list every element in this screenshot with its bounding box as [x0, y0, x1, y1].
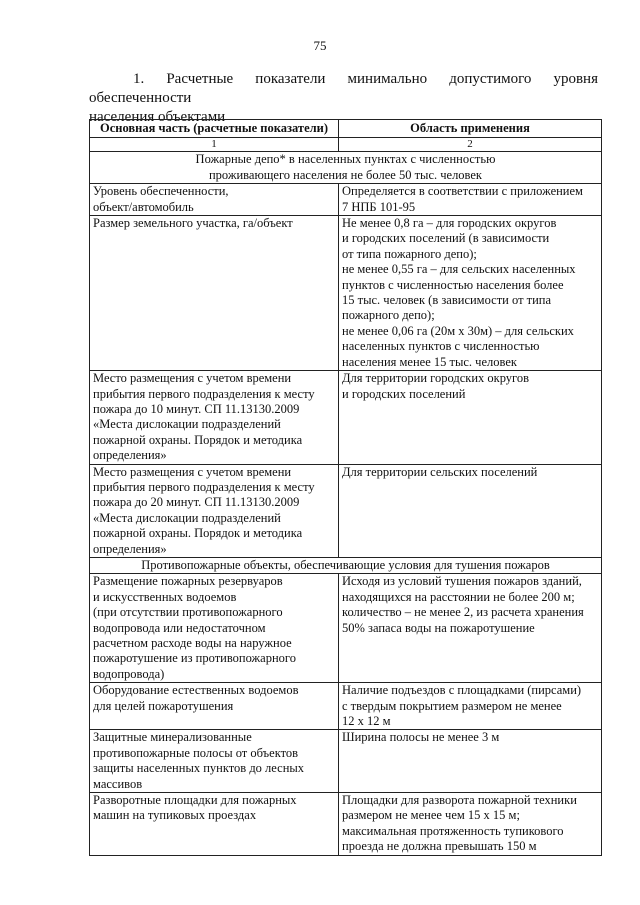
- cell-line: максимальная протяженность тупикового: [342, 823, 564, 838]
- cell-line: от типа пожарного депо);: [342, 246, 477, 261]
- cell-line: (при отсутствии противопожарного: [93, 605, 283, 620]
- cell-line: для целей пожаротушения: [93, 698, 234, 713]
- cell-line: прибытия первого подразделения к месту: [93, 386, 315, 401]
- cell-line: и городских поселений (в зависимости: [342, 231, 550, 246]
- cell-line: прибытия первого подразделения к месту: [93, 479, 315, 494]
- cell-line: с твердым покрытием размером не менее: [342, 698, 562, 713]
- cell-line: Для территории городских округов: [342, 371, 530, 386]
- scope-cell: [339, 574, 602, 683]
- cell-line: объект/автомобиль: [93, 199, 194, 214]
- section-title-line: проживающего населения не более 50 тыс. человек: [208, 167, 483, 182]
- cell-line: 7 НПБ 101-95: [342, 199, 416, 214]
- indicator-cell: [90, 371, 339, 464]
- cell-line: пожарной охраны. Порядок и методика: [93, 526, 303, 541]
- cell-line: проезда не должна превышать 150 м: [342, 839, 537, 854]
- section-title-line: Пожарные депо* в населенных пунктах с численностью: [195, 152, 496, 167]
- cell-line: и городских поселений: [342, 386, 466, 401]
- column-number: 2: [339, 138, 602, 152]
- cell-line: 50% запаса воды на пожаротушение: [342, 620, 535, 635]
- cell-line: Размер земельного участка, га/объект: [93, 216, 293, 231]
- indicator-cell: [90, 730, 339, 793]
- cell-line: пожарного депо);: [342, 308, 435, 323]
- cell-line: 12 х 12 м: [342, 714, 391, 729]
- cell-line: противопожарные полосы от объектов: [93, 745, 299, 760]
- table-row: [90, 683, 602, 730]
- cell-line: Для территории сельских поселений: [342, 464, 538, 479]
- indicator-cell: [90, 574, 339, 683]
- cell-line: не менее 0,06 га (20м х 30м) – для сельских: [342, 323, 574, 338]
- cell-line: Размещение пожарных резервуаров: [93, 574, 283, 589]
- cell-line: расчетном расходе воды на наружное: [93, 636, 292, 650]
- cell-line: населенных пунктов с численностью: [342, 339, 540, 354]
- heading-line: населения объектами: [89, 109, 226, 125]
- cell-line: водопровода): [93, 666, 165, 681]
- cell-line: Ширина полосы не менее 3 м: [342, 730, 500, 745]
- cell-line: пунктов с численностью населения более: [342, 277, 564, 292]
- section-title-row: [90, 152, 602, 184]
- cell-line: массивов: [93, 776, 143, 791]
- scope-cell: [339, 184, 602, 216]
- cell-line: Разворотные площадки для пожарных: [93, 793, 297, 808]
- table-header-row: [90, 120, 602, 138]
- cell-line: Защитные минерализованные: [93, 730, 252, 745]
- indicator-cell: [90, 464, 339, 557]
- cell-line: пожара до 20 минут. СП 11.13130.2009: [93, 495, 300, 510]
- cell-line: размером не менее чем 15 х 15 м;: [342, 808, 520, 823]
- scope-cell: [339, 683, 602, 730]
- cell-line: Место размещения с учетом времени: [93, 464, 292, 479]
- cell-line: защиты населенных пунктов до лесных: [93, 761, 305, 776]
- cell-line: Определяется в соответствии с приложением: [342, 184, 583, 199]
- scope-cell: [339, 216, 602, 371]
- cell-line: находящихся на расстоянии не более 200 м;: [342, 589, 575, 604]
- cell-line: Площадки для разворота пожарной техники: [342, 793, 577, 808]
- cell-line: и искусственных водоемов: [93, 589, 237, 604]
- section-title-line: Противопожарные объекты, обеспечивающие условия для тушения пожаров: [141, 557, 550, 572]
- cell-line: Уровень обеспеченности,: [93, 184, 229, 199]
- indicator-cell: [90, 683, 339, 730]
- table-row: [90, 371, 602, 464]
- cell-line: «Места дислокации подразделений: [93, 510, 281, 525]
- column-header-main: Основная часть (расчетные показатели): [90, 120, 339, 138]
- cell-line: количество – не менее 2, из расчета хранения: [342, 605, 584, 620]
- cell-line: Место размещения с учетом времени: [93, 371, 292, 386]
- cell-line: определения»: [93, 448, 167, 463]
- scope-cell: [339, 793, 602, 856]
- table-row: [90, 216, 602, 371]
- cell-line: 15 тыс. человек (в зависимости от типа: [342, 293, 552, 308]
- section-title: [90, 152, 602, 184]
- page-number: 75: [313, 38, 327, 53]
- indicator-cell: [90, 793, 339, 856]
- column-header-scope: Область применения: [339, 120, 602, 138]
- column-number-row: [90, 138, 602, 152]
- section-title-row: [90, 557, 602, 573]
- cell-line: Не менее 0,8 га – для городских округов: [342, 216, 557, 231]
- scope-cell: [339, 464, 602, 557]
- cell-line: водопровода или недостаточном: [93, 620, 266, 635]
- cell-line: пожара до 10 минут. СП 11.13130.2009: [93, 401, 300, 416]
- section-title: [90, 557, 602, 573]
- cell-line: не менее 0,55 га – для сельских населенных: [342, 262, 576, 277]
- scope-cell: [339, 730, 602, 793]
- table-row: [90, 184, 602, 216]
- cell-line: машин на тупиковых проездах: [93, 808, 257, 823]
- table-row: [90, 464, 602, 557]
- heading-line: 1. Расчетные показатели минимально допустимого уровня обеспеченности: [89, 71, 598, 106]
- cell-line: «Места дислокации подразделений: [93, 417, 281, 432]
- cell-line: Наличие подъездов с площадками (пирсами): [342, 683, 582, 698]
- cell-line: Оборудование естественных водоемов: [93, 683, 299, 698]
- table-row: [90, 793, 602, 856]
- cell-line: пожаротушение из противопожарного: [93, 651, 296, 666]
- cell-line: Исходя из условий тушения пожаров зданий,: [342, 574, 582, 589]
- table-row: [90, 730, 602, 793]
- scope-cell: [339, 371, 602, 464]
- column-number: 1: [90, 138, 339, 152]
- table-row: [90, 574, 602, 683]
- cell-line: пожарной охраны. Порядок и методика: [93, 432, 303, 447]
- indicators-table: [89, 119, 602, 856]
- indicator-cell: [90, 216, 339, 371]
- cell-line: определения»: [93, 541, 167, 556]
- indicator-cell: [90, 184, 339, 216]
- cell-line: населения менее 15 тыс. человек: [342, 354, 517, 369]
